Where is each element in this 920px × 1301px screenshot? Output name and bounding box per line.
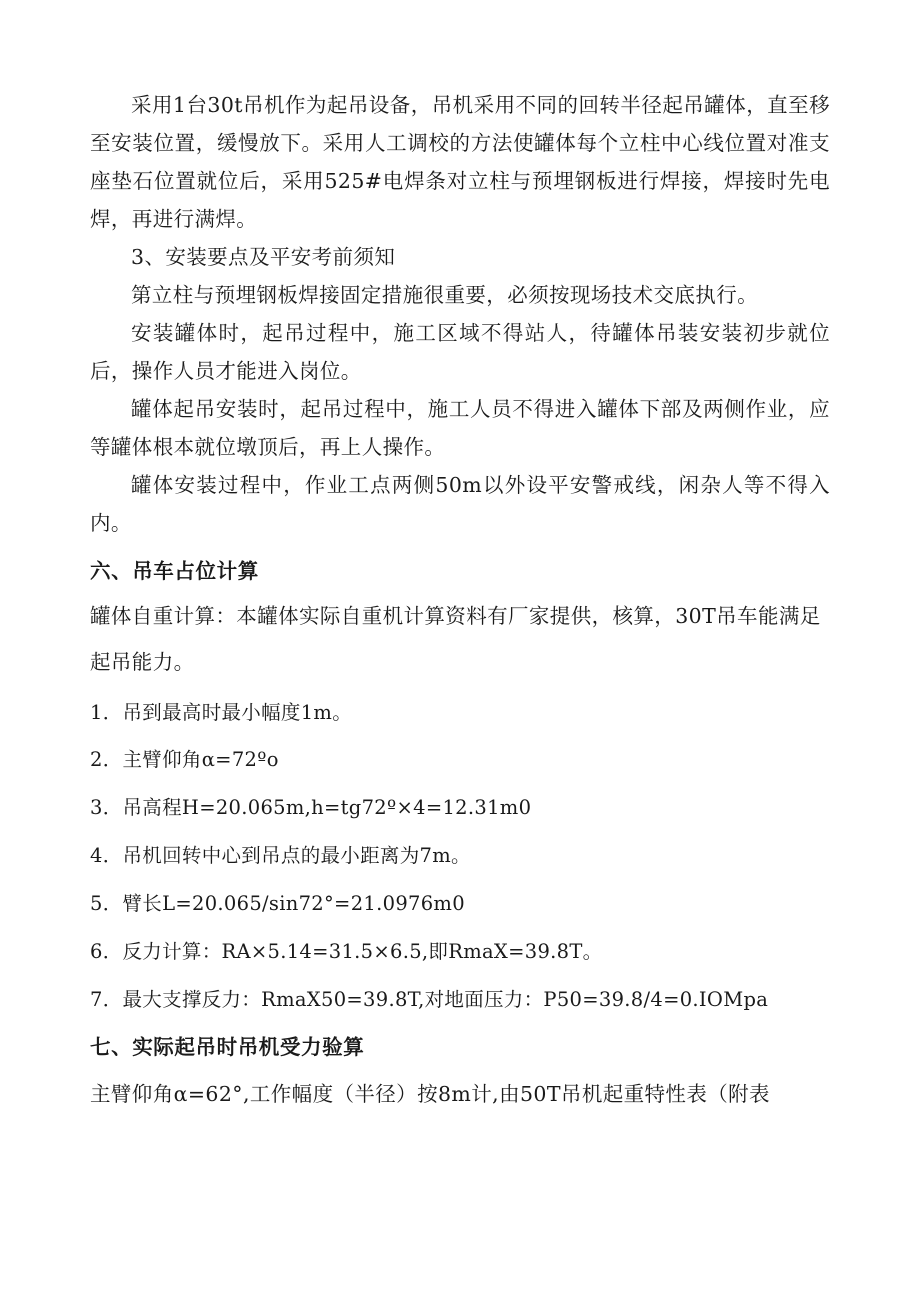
paragraph-installation-safety: 安装罐体时，起吊过程中，施工区域不得站人，待罐体吊装安装初步就位后，操作人员才能进入岗位。 [90, 321, 830, 383]
paragraph-lifting-safety: 罐体起吊安装时，起吊过程中，施工人员不得进入罐体下部及两侧作业，应等罐体根本就位墩顶后，再上人操作。 [90, 397, 830, 459]
calc-item-3: 3．吊高程H=20.065m,h=tg72º×4=12.31m0 [90, 796, 532, 819]
section-6-heading: 六、吊车占位计算 [90, 559, 259, 583]
calc-item-2: 2．主臂仰角α=72ºo [90, 748, 279, 771]
paragraph-welding-fixing: 第立柱与预埋钢板焊接固定措施很重要，必须按现场技术交底执行。 [131, 283, 758, 307]
calc-item-1: 1．吊到最高时最小幅度1m。 [90, 701, 353, 724]
paragraph-warning-line: 罐体安装过程中，作业工点两侧50m以外设平安警戒线，闲杂人等不得入内。 [90, 473, 830, 535]
calc-item-7: 7．最大支撑反力：RmaX50=39.8T,对地面压力：P50=39.8/4=0.IOMpa [90, 988, 769, 1011]
section-6-intro: 罐体自重计算：本罐体实际自重机计算资料有厂家提供，核算，30T吊车能满足起吊能力。 [90, 604, 821, 674]
section-7-heading: 七、实际起吊时吊机受力验算 [90, 1035, 365, 1059]
section-7-intro: 主臂仰角α=62°,工作幅度（半径）按8m计,由50T吊机起重特性表（附表 [90, 1082, 770, 1106]
calc-item-6: 6．反力计算：RA×5.14=31.5×6.5,即RmaX=39.8T。 [90, 940, 603, 963]
calc-item-5: 5．臂长L=20.065/sin72°=21.0976m0 [90, 892, 465, 915]
paragraph-hoisting-method: 采用1台30t吊机作为起吊设备，吊机采用不同的回转半径起吊罐体，直至移至安装位置，缓慢放下。采用人工调校的方法使罐体每个立柱中心线位置对准支座垫石位置就位后，采用525#电焊条对立柱与预埋钢板进行焊接，焊接时先电焊，再进行满焊。 [90, 93, 830, 231]
subheading-installation-notes: 3、安装要点及平安考前须知 [131, 245, 396, 269]
calc-item-4: 4．吊机回转中心到吊点的最小距离为7m。 [90, 844, 471, 867]
section-5-body [90, 86, 830, 542]
